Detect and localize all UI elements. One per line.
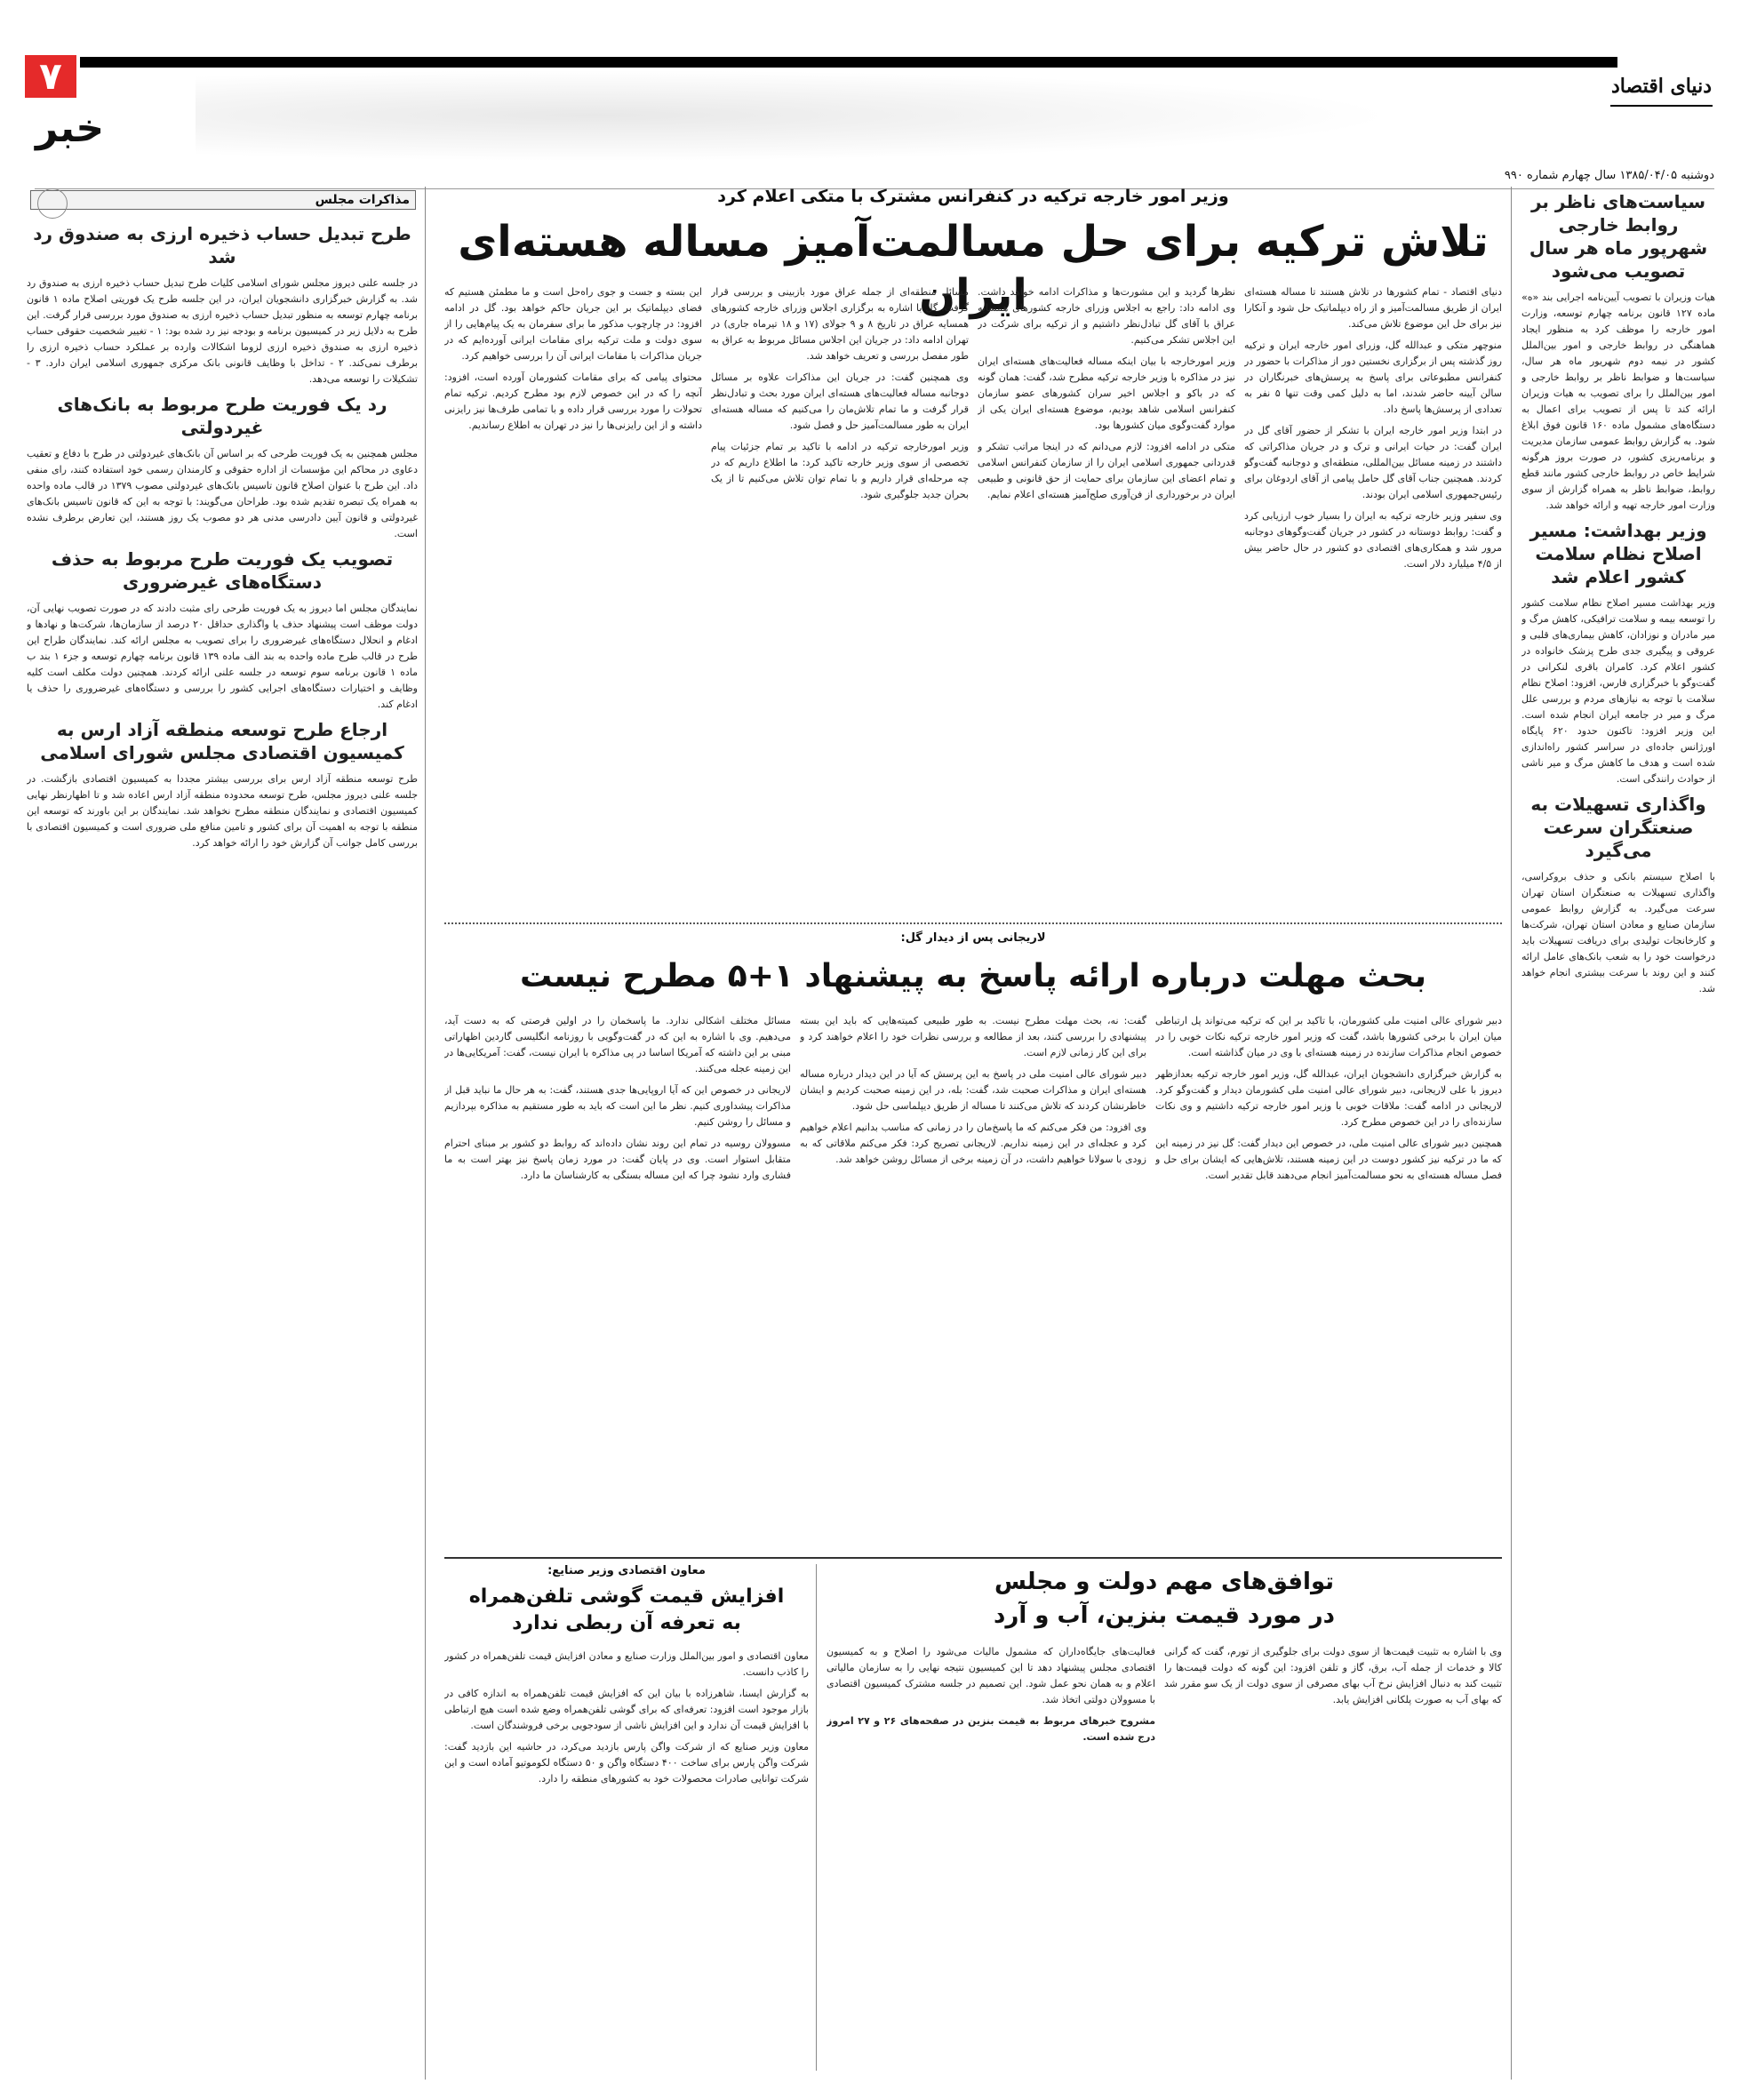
third-article-headline-line1: توافق‌های مهم دولت و مجلس [994,1569,1335,1595]
second-article-kicker: لاریجانی پس از دیدار گل: [900,931,1046,945]
paragraph: دنیای اقتصاد - تمام کشورها در تلاش هستند تا مساله هسته‌ای ایران از طریق مسالمت‌آمیز و از راه دیپلماتیک حل شود و آنکارا نیز برای حل این موضوع تلاش می‌کند. [1244,286,1502,330]
fourth-article-body [444,1649,809,2071]
parliament-item-4-title: ارجاع طرح توسعه منطقه آزاد ارس به کمیسیون اقتصادی مجلس شورای اسلامی [40,719,404,763]
third-article-headline-line2: در مورد قیمت بنزین، آب و آرد [994,1602,1335,1629]
parliament-item-2-title: رد یک فوریت طرح مربوط به بانک‌های غیردولتی [57,394,387,438]
masthead-bar [80,57,1617,68]
paragraph: وی سفیر وزیر خارجه ترکیه به ایران را بسیار خوب ارزیابی کرد و گفت: روابط دوستانه در کشور در جریان گفت‌وگوهای دوجانبه مرور شد و همکاری‌های اقتصادی دو کشور در حال حاضر بیش از ۴/۵ میلیارد دلار است. [1244,510,1502,570]
right-item-3-body: با اصلاح سیستم بانکی و حذف بروکراسی، واگذاری تسهیلات به صنعتگران استان تهران سرعت می‌گیرد. به گزارش روابط عمومی سازمان صنایع و معادن استان تهران، شرکت‌ها و کارخانجات تولیدی برای دریافت تسهیلات باید درخواست خود را به شعب بانک‌های عامل ارائه کنند و این روند با سرعت بیشتری انجام خواهد شد. [1521,871,1715,994]
right-item-1-title: سیاست‌های ناظر بر روابط خارجی شهرپور ماه هر سال تصویب می‌شود [1529,191,1708,282]
main-article-col-1 [1244,284,1502,906]
paragraph: این بسته و جست و جوی راه‌حل است و ما مطمئن هستیم که فضای دیپلماتیک بر این جریان حاکم خواهد بود. گل در ادامه افزود: در چارچوب مذکور ما برای سفرمان به یک پیام‌هایی را از سوی دولت و ملت ترکیه برای مقامات ایرانی آورده‌ایم که در جریان مذاکرات با مقامات ایرانی آن را بررسی خواهیم کرد. [444,286,702,362]
main-article-col-3 [711,284,969,906]
column-divider [816,1564,817,2071]
paragraph: وی همچنین گفت: در جریان این مذاکرات علاوه بر مسائل دوجانبه مساله فعالیت‌های هسته‌ای ایران مورد بحث و تبادل‌نظر قرار گرفت و ما تمام تلاش‌مان را می‌کنیم که مساله هسته‌ای ایران به طور مسالمت‌آمیز حل و فصل شود. [711,371,969,431]
paragraph: مسائل منطقه‌ای از جمله عراق مورد بازبینی و بررسی قرار گرفت. گل با اشاره به برگزاری اجلاس وزرای خارجه کشورهای همسایه عراق در تاریخ ۸ و ۹ جولای (۱۷ و ۱۸ تیرماه جاری) در تهران ادامه داد: در جریان این اجلاس مسائل مربوط به عراق به طور مفصل بررسی و تعریف خواهد شد. [711,286,969,362]
paragraph: مسوولان روسیه در تمام این روند نشان داده‌اند که روابط دو کشور بر مبنای احترام متقابل استوار است. وی در پایان گفت: در مورد زمان پاسخ نیز بهتر است به ما فشاری وارد نشود چرا که این مساله بستگی به کارشناسان ما دارد. [444,1138,791,1181]
paragraph: نظرها گردید و این مشورت‌ها و مذاکرات ادامه خواهد داشت. وی ادامه داد: راجع به اجلاس وزرای خارجه کشورهای همسایه عراق با آقای گل تبادل‌نظر داشتیم و از ترکیه برای شرکت در این اجلاس تشکر می‌کنیم. [978,286,1235,346]
section-title: خبر [36,106,105,151]
masthead-world-map-background [196,62,1529,169]
paragraph: در ابتدا وزیر امور خارجه ایران با تشکر از حضور آقای گل در ایران گفت: در حیات ایرانی و ترک و در جریان مذاکراتی که داشتند در زمینه مسائل بین‌المللی، منطقه‌ای و دوجانبه گفت‌وگو کردند. همچنین جناب آقای گل حامل پیامی از آقای اردوغان برای رئیس‌جمهوری اسلامی ایران بودند. [1244,425,1502,500]
second-article-col-3 [444,1013,791,1546]
parliament-item-1-body: در جلسه علنی دیروز مجلس شورای اسلامی کلیات طرح تبدیل حساب ذخیره ارزی به صندوق رد شد. به گزارش خبرگزاری دانشجویان ایران، در این جلسه طرح یک فوریتی اصلاح ماده ۱ قانون برنامه چهارم توسعه به منظور تبدیل حساب ذخیره ارزی به صندوق مورد بررسی قرار گرفت. این طرح به دلایل زیر در کمیسیون برنامه و بودجه نیز رد شده بود: ۱ - تغییر شخصیت حقوقی حساب ذخیره ارزی به صندوق ذخیره ارزی لزوما اشکالات وارده بر عملکرد حساب ذخیره ارزی را برطرف نمی‌کند. ۲ - تداخل با وظایف قانونی بانک مرکزی جمهوری اسلامی ایران دارد. ۳ - تشکیلات را توسعه می‌دهد. [27,277,418,385]
paragraph: دبیر شورای عالی امنیت ملی کشورمان، با تاکید بر این که ترکیه می‌تواند پل ارتباطی میان ایران با برخی کشورها باشد، گفت که وزیر امور خارجه ترکیه نکات خوبی را در خصوص انجام مذاکرات سازنده در زمینه هسته‌ای با وی در میان گذاشته است. [1155,1015,1502,1058]
parliament-item-2-body: مجلس همچنین به یک فوریت طرحی که بر اساس آن بانک‌های غیردولتی در طرح با دفاع و تعقیب دعاوی در محاکم این مؤسسات از اداره حقوقی و کارمندان رسمی خود استفاده کنند، رای منفی داد. این طرح با عنوان اصلاح قانون تاسیس بانک‌های غیردولتی مصوب ۱۳۷۹ در قالب ماده واحده به همراه یک تبصره تقدیم شده بود. طراحان می‌گویند: با توجه به این که قانون تاسیس بانک‌های غیردولتی و قانون آیین دادرسی مدنی هر دو مصوب یک روز هستند، این تعارض برطرف نشده است. [27,448,418,539]
right-item-3-title: واگذاری تسهیلات به صنعتگران سرعت می‌گیرد [1530,794,1706,861]
paragraph: به گزارش ایسنا، شاهرزاده با بیان این که افزایش قیمت تلفن‌همراه به اندازه کافی در بازار موجود است افزود: تعرفه‌ای که برای گوشی تلفن‌همراه وضع شده است هیچ ارتباطی با افزایش قیمت آن ندارد و این افزایش ناشی از سودجویی برخی فروشندگان است. [444,1688,809,1731]
paragraph: دبیر شورای عالی امنیت ملی در پاسخ به این پرسش که آیا در این دیدار درباره مساله هسته‌ای ایران و مذاکرات صحبت شد، گفت: بله، در این زمینه صحبت کردیم و ایشان خاطرنشان کردند که تلاش می‌کنند تا مساله از طریق دیپلماسی حل شود. [800,1068,1146,1112]
paragraph: معاون وزیر صنایع که از شرکت واگن پارس بازدید می‌کرد، در حاشیه این بازدید گفت: شرکت واگن پارس برای ساخت ۴۰۰ دستگاه واگن و ۵۰ دستگاه لکوموتیو آماده است و این شرکت توانایی صادرات محصولات خود به کشورهای منطقه را دارد. [444,1741,809,1785]
parliament-box-label: مذاکرات مجلس [30,190,416,210]
paragraph: متکی در ادامه افزود: لازم می‌دانم که در اینجا مراتب تشکر و قدردانی جمهوری اسلامی ایران را از سازمان کنفرانس اسلامی و تمام اعضای این سازمان برای حمایت از حق قانونی و طبیعی ایران در برخورداری از فن‌آوری صلح‌آمیز هسته‌ای اعلام نمایم. [978,441,1235,500]
right-item-2-body: وزیر بهداشت مسیر اصلاح نظام سلامت کشور را توسعه بیمه و سلامت ترافیکی، کاهش مرگ و میر مادران و نوزادان، کاهش بیماری‌های قلبی و عروقی و پیگیری جدی طرح پزشک خانواده در کشور اعلام کرد. کامران باقری لنکرانی در گفت‌وگو با خبرگزاری فارس، افزود: اصلاح نظام سلامت با توجه به نیازهای مردم و بررسی علل مرگ و میر در جامعه ایران انجام شده است. این وزیر افزود: تاکنون حدود ۶۲۰ پایگاه اورژانس جاده‌ای در سراسر کشور راه‌اندازی شده است و هدف ما کاهش مرگ و میر ناشی از حوادث رانندگی است. [1521,597,1715,785]
main-article-headline: تلاش ترکیه برای حل مسالمت‌آمیز مساله هسته‌ای ایران [458,217,1489,320]
paragraph: به گزارش خبرگزاری دانشجویان ایران، عبدالله گل، وزیر امور خارجه ترکیه بعدازظهر دیروز با علی لاریجانی، دبیر شورای عالی امنیت ملی کشورمان دیدار و گفت‌وگو کرد. لاریجانی در ادامه گفت: ملاقات خوبی با وزیر امور خارجه ترکیه داشتیم و وی نکات سازنده‌ای را در این خصوص مطرح کرد. [1155,1068,1502,1128]
right-news-column [1521,190,1715,2074]
article-separator [444,1557,1502,1559]
paragraph: لاریجانی در خصوص این که آیا اروپایی‌ها جدی هستند، گفت: به هر حال ما نباید قبل از مذاکرات پیشداوری کنیم. نظر ما این است که باید به طور مستقیم به مذاکره بپردازیم و مسائل را روشن کنیم. [444,1084,791,1128]
fourth-article-headline-line2: به تعرفه آن ربطی ندارد [512,1612,741,1634]
paragraph: فعالیت‌های جایگاه‌داران که مشمول مالیات می‌شود را اصلاح و به کمیسیون اقتصادی مجلس پیشنهاد دهد تا این کمیسیون نتیجه نهایی را به سازمان مالیاتی اعلام و به همان نحو عمل شود. این تصمیم در جلسه مشترک کمیسیون اقتصادی با مسوولان دولتی اتخاذ شد. [827,1646,1155,1705]
second-article-col-2 [800,1013,1146,1546]
parliament-item-3-title: تصویب یک فوریت طرح مربوط به حذف دستگاه‌های غیرضروری [51,548,394,593]
paragraph: همچنین دبیر شورای عالی امنیت ملی، در خصوص این دیدار گفت: گل نیز در زمینه این که ما در ترکیه نیز کشور دوست در این زمینه هستند، تلاش‌هایی که ایشان برای حل و فصل مساله هسته‌ای به نحو مسالمت‌آمیز انجام می‌دهند قابل تقدیر است. [1155,1138,1502,1181]
paragraph: محتوای پیامی که برای مقامات کشورمان آورده است، افزود: آنچه را که در این خصوص لازم بود مطرح کردیم. ترکیه تمام تحولات را مورد بررسی قرار داده و با تمامی طرف‌ها نیز رایزنی داشته و از این رایزنی‌ها را نیز در تهران به اطلاع رساندیم. [444,371,702,431]
parliament-column [27,222,418,2080]
paragraph: مسائل مختلف اشکالی ندارد. ما پاسخمان را در اولین فرصتی که به دست آید، می‌دهیم. وی با اشاره به این که در گفت‌وگویی با روزنامه انگلیسی گاردین اظهاراتی مبنی بر این داشته که آمریکا اساسا در پی مذاکره با ایران نیست، گفت: آمریکایی‌ها در این زمینه عجله می‌کنند. [444,1015,791,1074]
article-separator [444,922,1502,924]
parliament-item-4-body: طرح توسعه منطقه آزاد ارس برای بررسی بیشتر مجددا به کمیسیون اقتصادی بازگشت. در جلسه علنی دیروز مجلس، طرح توسعه محدوده منطقه آزاد ارس اعاده شد و تا اظهارنظر نهایی کمیسیون اقتصادی و نمایندگان منطقه مطرح نخواهد شد. نمایندگان بر این باورند که توسعه این منطقه با توجه به اهمیت آن برای کشور و تامین منافع ملی ضروری است و کمیسیون اقتصادی با بررسی کامل جوانب آن گزارش خود را ارائه خواهد کرد. [27,773,418,849]
column-divider [425,187,426,2080]
paragraph: گفت: نه، بحث مهلت مطرح نیست. به طور طبیعی کمیته‌هایی که باید این بسته پیشنهادی را بررسی کنند، بعد از مطالعه و بررسی نظرات خود را اعلام خواهند کرد و برای این کار زمانی لازم است. [800,1015,1146,1058]
paragraph: معاون اقتصادی و امور بین‌الملل وزارت صنایع و معادن افزایش قیمت تلفن‌همراه در کشور را کاذب دانست. [444,1650,809,1678]
right-item-1-body: هیات وزیران با تصویب آیین‌نامه اجرایی بند «ه» ماده ۱۲۷ قانون برنامه چهارم توسعه، وزارت امور خارجه را موظف کرد به منظور ایجاد هماهنگی در روابط خارجی و امور بین‌الملل کشور در نیمه دوم شهریور ماه هر سال، سیاست‌ها و ضوابط ناظر بر روابط خارجی و امور بین‌الملل را برای تصویب به هیات وزیران ارائه کند تا پس از تصویب برای اعمال به دستگاه‌های مشمول ماده ۱۶۰ قانون فوق ابلاغ شود. به گزارش روابط عمومی سازمان مدیریت و برنامه‌ریزی کشور، در صورت بروز هرگونه شرایط خاص در روابط خارجی کشور مانند قطع روابط، ضوابط ناظر به همراه گزارش از سوی وزارت امور خارجه تهیه و ارائه خواهد شد. [1521,291,1715,511]
third-article-col-1 [1164,1644,1502,2071]
paragraph: وزیر امورخارجه ترکیه در ادامه با تاکید بر تمام جزئیات پیام تخصصی از سوی وزیر خارجه تاکید کرد: ما اطلاع داریم که در چه مرحله‌ای قرار داریم و با تمام توان تلاش می‌کنیم تا از یک بحران جدید جلوگیری شود. [711,441,969,500]
paragraph: وزیر امورخارجه با بیان اینکه مساله فعالیت‌های هسته‌ای ایران نیز در مذاکره با وزیر خارجه ترکیه مطرح شد، گفت: همان گونه که در باکو و اجلاس اخیر سران کشورهای عضو سازمان کنفرانس اسلامی شاهد بودیم، موضوع هسته‌ای ایران یکی از موارد گفت‌وگوی میان کشورها بود. [978,355,1235,431]
column-divider [1511,187,1512,2080]
main-article-col-4 [444,284,702,906]
dateline: دوشنبه ۱۳۸۵/۰۴/۰۵ سال چهارم شماره ۹۹۰ [35,169,1714,189]
right-item-2-title: وزیر بهداشت: مسیر اصلاح نظام سلامت کشور اعلام شد [1529,520,1707,587]
parliament-item-1-title: طرح تبدیل حساب ذخیره ارزی به صندوق رد شد [33,223,411,267]
paragraph: منوچهر متکی و عبدالله گل، وزرای امور خارجه ایران و ترکیه روز گذشته پس از برگزاری نخستین دور از مذاکرات با حضور در کنفرانس مطبوعاتی برای پاسخ به پرسش‌های خبرنگاران در سالن آیینه حاضر شدند، اما به دلیل کمی وقت تنها ۵ نفر به تعدادی از پرسش‌ها پاسخ داد. [1244,339,1502,415]
main-article-col-2 [978,284,1235,906]
fourth-article-headline-line1: افزایش قیمت گوشی تلفن‌همراه [468,1585,785,1608]
paragraph: وی افزود: من فکر می‌کنم که ما پاسخ‌مان را در زمانی که مناسب بدانیم اعلام خواهیم کرد و عجله‌ای در این زمینه نداریم. لاریجانی تصریح کرد: فکر می‌کنم ملاقاتی که به زودی با سولانا خواهیم داشت، در آن زمینه برخی از مسائل روشن خواهد شد. [800,1122,1146,1165]
main-article-kicker: وزیر امور خارجه ترکیه در کنفرانس مشترک با متکی اعلام کرد [717,187,1229,206]
page-number: ۷ [25,55,76,98]
second-article-headline: بحث مهلت درباره ارائه پاسخ به پیشنهاد ۱+۵ مطرح نیست [519,958,1427,994]
globe-icon [37,188,68,219]
second-article-col-1 [1155,1013,1502,1546]
fourth-article-kicker: معاون اقتصادی وزیر صنایع: [547,1564,706,1577]
third-article-col-2 [827,1644,1155,2071]
paragraph: وی با اشاره به تثبیت قیمت‌ها از سوی دولت برای جلوگیری از تورم، گفت که گرانی کالا و خدمات از جمله آب، برق، گاز و تلفن افزود: این گونه که دولت قیمت‌ها را تثبیت کند به دنبال افزایش نرخ آب بهای مصرفی از سوی دولت از یک سو مقرر شد که بهای آب به صورت پلکانی افزایش یابد. [1164,1646,1502,1705]
newspaper-logo: دنیای اقتصاد [1610,75,1713,107]
parliament-item-3-body: نمایندگان مجلس اما دیروز به یک فوریت طرحی رای مثبت دادند که در صورت تصویب نهایی آن، دولت موظف است پیشنهاد حذف یا واگذاری حداقل ۲۰ درصد از سازمان‌ها، شرکت‌ها و نهادها و ادغام و انحلال دستگاه‌های غیرضروری را برای تصویب به مجلس ارائه کند. نمایندگان طراح این طرح در قالب طرح ماده واحده به بند الف ماده ۱۳۹ قانون برنامه چهارم توسعه و جزء ۱ بند ب ماده ۱ قانون برنامه سوم توسعه در جلسه علنی ارائه کردند. همچنین دولت مکلف است کلیه وظایف و اختیارات دستگاه‌های اجرایی کشور را بررسی و دستگاه‌های غیرضروری را حذف یا ادغام کند. [27,603,418,710]
paragraph-reference: مشروح خبرهای مربوط به قیمت بنزین در صفحه‌های ۲۶ و ۲۷ امروز درج شده است. [827,1715,1155,1743]
